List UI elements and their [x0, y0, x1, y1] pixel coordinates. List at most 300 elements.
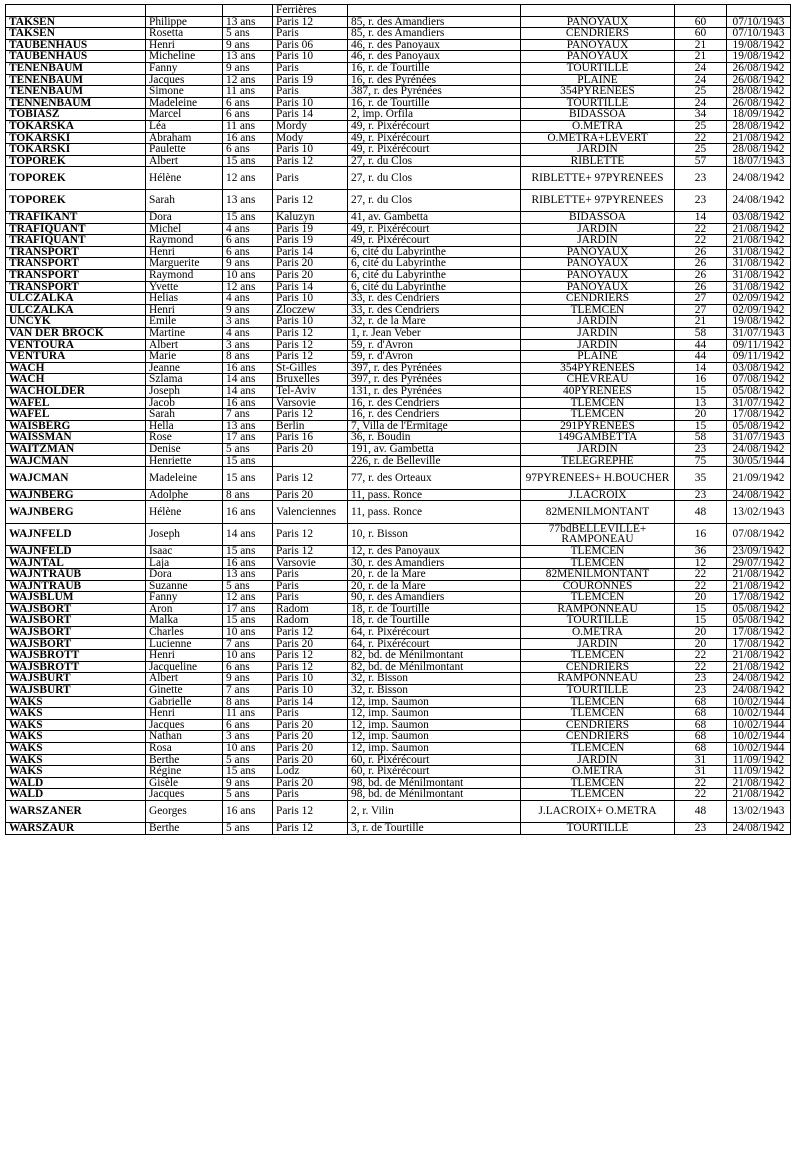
first-name-cell: Fanny — [146, 592, 223, 604]
first-name-cell: Georges — [146, 800, 223, 822]
age-cell: 6 ans — [223, 109, 273, 121]
age-cell: 11 ans — [223, 86, 273, 98]
school-cell: RAMPONNEAU — [521, 603, 675, 615]
school-cell: COURONNES — [521, 580, 675, 592]
address-cell: 27, r. du Clos — [348, 189, 521, 211]
deportation-date-cell: 18/07/1943 — [727, 155, 791, 167]
school-cell: PANOYAUX — [521, 51, 675, 63]
convoy-number-cell: 22 — [675, 569, 727, 581]
age-cell: 6 ans — [223, 97, 273, 109]
first-name-cell: Hella — [146, 420, 223, 432]
deportation-date-cell: 13/02/1943 — [727, 501, 791, 523]
first-name-cell: Laja — [146, 557, 223, 569]
first-name-cell: Gisèle — [146, 777, 223, 789]
table-row — [6, 696, 791, 708]
birthplace-cell: Varsovie — [273, 397, 348, 409]
table-row — [6, 28, 791, 40]
address-cell: 36, r. Boudin — [348, 432, 521, 444]
school-cell: 77bdBELLEVILLE+ RAMPONEAU — [521, 523, 675, 545]
table-row — [6, 316, 791, 328]
table-row — [6, 212, 791, 224]
surname-cell: WAJSBORT — [6, 615, 146, 627]
surname-cell: WAISBERG — [6, 420, 146, 432]
address-cell: 16, r. des Cendriers — [348, 397, 521, 409]
school-cell: JARDIN — [521, 328, 675, 340]
convoy-number-cell: 27 — [675, 293, 727, 305]
school-cell: PLAINE — [521, 74, 675, 86]
birthplace-cell: Paris 19 — [273, 235, 348, 247]
age-cell: 10 ans — [223, 650, 273, 662]
surname-cell: ULCZALKA — [6, 304, 146, 316]
school-cell: JARDIN — [521, 316, 675, 328]
deportation-date-cell: 31/08/1942 — [727, 270, 791, 282]
birthplace-cell: Paris 20 — [273, 777, 348, 789]
birthplace-cell: Tel-Aviv — [273, 386, 348, 398]
birthplace-cell: Paris 12 — [273, 16, 348, 28]
deportation-date-cell: 07/10/1943 — [727, 28, 791, 40]
surname-cell: WAISSMAN — [6, 432, 146, 444]
first-name-cell: Dora — [146, 569, 223, 581]
address-cell: 85, r. des Amandiers — [348, 28, 521, 40]
address-cell: 98, bd. de Ménilmontant — [348, 789, 521, 801]
school-cell: CHEVREAU — [521, 374, 675, 386]
surname-cell — [6, 5, 146, 17]
table-row — [6, 501, 791, 523]
surname-cell: TOPOREK — [6, 167, 146, 189]
table-row — [6, 62, 791, 74]
birthplace-cell: Paris — [273, 86, 348, 98]
address-cell: 12, imp. Saumon — [348, 708, 521, 720]
convoy-number-cell: 48 — [675, 800, 727, 822]
school-cell: TLEMCEN — [521, 304, 675, 316]
surname-cell: WAJNBERG — [6, 489, 146, 501]
school-cell: J.LACROIX+ O.METRA — [521, 800, 675, 822]
table-row — [6, 580, 791, 592]
school-cell: TLEMCEN — [521, 777, 675, 789]
table-row — [6, 731, 791, 743]
age-cell: 16 ans — [223, 132, 273, 144]
table-row — [6, 223, 791, 235]
convoy-number-cell: 68 — [675, 708, 727, 720]
deportation-date-cell: 26/08/1942 — [727, 62, 791, 74]
table-row — [6, 754, 791, 766]
table-row — [6, 638, 791, 650]
birthplace-cell: Paris — [273, 62, 348, 74]
convoy-number-cell: 27 — [675, 304, 727, 316]
first-name-cell: Rosetta — [146, 28, 223, 40]
age-cell — [223, 5, 273, 17]
deportation-date-cell: 02/09/1942 — [727, 304, 791, 316]
deportation-date-cell: 24/08/1942 — [727, 489, 791, 501]
birthplace-cell: Paris — [273, 167, 348, 189]
birthplace-cell: Paris 10 — [273, 97, 348, 109]
convoy-number-cell: 20 — [675, 409, 727, 421]
school-cell: TOURTILLE — [521, 685, 675, 697]
surname-cell: TRAFIKANT — [6, 212, 146, 224]
deportation-date-cell: 05/08/1942 — [727, 615, 791, 627]
address-cell: 2, imp. Orfila — [348, 109, 521, 121]
school-cell: 291PYRENEES — [521, 420, 675, 432]
first-name-cell: Rosa — [146, 743, 223, 755]
deportation-date-cell: 31/08/1942 — [727, 281, 791, 293]
deportation-date-cell: 09/11/1942 — [727, 339, 791, 351]
address-cell: 27, r. du Clos — [348, 155, 521, 167]
age-cell: 15 ans — [223, 455, 273, 467]
address-cell: 6, cité du Labyrinthe — [348, 270, 521, 282]
table-row — [6, 557, 791, 569]
convoy-number-cell: 58 — [675, 432, 727, 444]
convoy-number-cell: 60 — [675, 28, 727, 40]
address-cell: 226, r. de Belleville — [348, 455, 521, 467]
convoy-number-cell: 31 — [675, 766, 727, 778]
school-cell: TLEMCEN — [521, 708, 675, 720]
convoy-number-cell: 68 — [675, 743, 727, 755]
school-cell: TOURTILLE — [521, 615, 675, 627]
birthplace-cell: Paris 10 — [273, 293, 348, 305]
surname-cell: VENTOURA — [6, 339, 146, 351]
age-cell: 12 ans — [223, 167, 273, 189]
first-name-cell: Martine — [146, 328, 223, 340]
school-cell: BIDASSOA — [521, 212, 675, 224]
age-cell: 5 ans — [223, 823, 273, 835]
table-row — [6, 74, 791, 86]
deportation-date-cell: 21/08/1942 — [727, 132, 791, 144]
age-cell: 6 ans — [223, 246, 273, 258]
address-cell: 10, r. Bisson — [348, 523, 521, 545]
address-cell: 20, r. de la Mare — [348, 569, 521, 581]
deportation-date-cell: 03/08/1942 — [727, 212, 791, 224]
deportation-date-cell: 10/02/1944 — [727, 731, 791, 743]
convoy-number-cell: 24 — [675, 74, 727, 86]
convoy-number-cell: 23 — [675, 673, 727, 685]
deportation-date-cell: 19/08/1942 — [727, 316, 791, 328]
birthplace-cell: Paris — [273, 580, 348, 592]
birthplace-cell: Paris 20 — [273, 489, 348, 501]
surname-cell: TRAFIQUANT — [6, 223, 146, 235]
convoy-number-cell: 25 — [675, 144, 727, 156]
surname-cell: WAKS — [6, 731, 146, 743]
address-cell: 16, r. de Tourtille — [348, 97, 521, 109]
surname-cell: WARSZAUR — [6, 823, 146, 835]
deportation-date-cell: 21/08/1942 — [727, 580, 791, 592]
surname-cell: WAJNFELD — [6, 545, 146, 557]
birthplace-cell: Paris 06 — [273, 39, 348, 51]
school-cell: O.METRA — [521, 120, 675, 132]
birthplace-cell: Mordy — [273, 120, 348, 132]
age-cell: 8 ans — [223, 489, 273, 501]
school-cell: CENDRIERS — [521, 293, 675, 305]
deportation-date-cell: 24/08/1942 — [727, 685, 791, 697]
address-cell: 77, r. des Orteaux — [348, 467, 521, 489]
first-name-cell: Henri — [146, 304, 223, 316]
first-name-cell: Jacques — [146, 789, 223, 801]
table-row — [6, 627, 791, 639]
deportation-date-cell: 31/07/1942 — [727, 397, 791, 409]
school-cell: JARDIN — [521, 443, 675, 455]
convoy-number-cell: 12 — [675, 557, 727, 569]
first-name-cell: Suzanne — [146, 580, 223, 592]
surname-cell: WACH — [6, 362, 146, 374]
birthplace-cell: Paris 10 — [273, 51, 348, 63]
surname-cell: WAJNTRAUB — [6, 580, 146, 592]
age-cell: 16 ans — [223, 557, 273, 569]
first-name-cell: Abraham — [146, 132, 223, 144]
address-cell: 49, r. Pixérécourt — [348, 120, 521, 132]
table-body — [6, 5, 791, 835]
birthplace-cell: Paris 20 — [273, 258, 348, 270]
surname-cell: WAKS — [6, 719, 146, 731]
convoy-number-cell: 13 — [675, 397, 727, 409]
birthplace-cell: Paris 12 — [273, 409, 348, 421]
school-cell: JARDIN — [521, 754, 675, 766]
table-row — [6, 673, 791, 685]
address-cell: 82, bd. de Ménilmontant — [348, 661, 521, 673]
first-name-cell: Adolphe — [146, 489, 223, 501]
address-cell: 16, r. de Tourtille — [348, 62, 521, 74]
convoy-number-cell: 21 — [675, 51, 727, 63]
first-name-cell: Paulette — [146, 144, 223, 156]
first-name-cell: Jacob — [146, 397, 223, 409]
first-name-cell: Fanny — [146, 62, 223, 74]
deportation-date-cell: 29/07/1942 — [727, 557, 791, 569]
first-name-cell: Joseph — [146, 523, 223, 545]
age-cell: 14 ans — [223, 374, 273, 386]
address-cell: 60, r. Pixérécourt — [348, 754, 521, 766]
age-cell: 4 ans — [223, 223, 273, 235]
birthplace-cell: Paris — [273, 789, 348, 801]
address-cell: 46, r. des Panoyaux — [348, 39, 521, 51]
surname-cell: TOPOREK — [6, 189, 146, 211]
address-cell: 85, r. des Amandiers — [348, 16, 521, 28]
first-name-cell: Emile — [146, 316, 223, 328]
address-cell: 49, r. Pixérécourt — [348, 223, 521, 235]
surname-cell: ULCZALKA — [6, 293, 146, 305]
school-cell: RIBLETTE+ 97PYRENEES — [521, 167, 675, 189]
table-row — [6, 708, 791, 720]
surname-cell: WAJSBROTT — [6, 650, 146, 662]
first-name-cell: Charles — [146, 627, 223, 639]
address-cell: 12, imp. Saumon — [348, 731, 521, 743]
first-name-cell — [146, 5, 223, 17]
first-name-cell: Isaac — [146, 545, 223, 557]
surname-cell: TRANSPORT — [6, 281, 146, 293]
table-row — [6, 189, 791, 211]
surname-cell: TRANSPORT — [6, 270, 146, 282]
surname-cell: WAJSBORT — [6, 627, 146, 639]
table-row — [6, 523, 791, 545]
school-cell: TLEMCEN — [521, 789, 675, 801]
age-cell: 6 ans — [223, 144, 273, 156]
first-name-cell: Jeanne — [146, 362, 223, 374]
birthplace-cell: Kaluzyn — [273, 212, 348, 224]
first-name-cell: Micheline — [146, 51, 223, 63]
address-cell: 59, r. d'Avron — [348, 339, 521, 351]
table-row — [6, 777, 791, 789]
convoy-number-cell: 24 — [675, 97, 727, 109]
school-cell: TLEMCEN — [521, 397, 675, 409]
age-cell: 6 ans — [223, 661, 273, 673]
first-name-cell: Albert — [146, 155, 223, 167]
deportation-date-cell: 03/08/1942 — [727, 362, 791, 374]
surname-cell: WAJNTRAUB — [6, 569, 146, 581]
surname-cell: TAUBENHAUS — [6, 39, 146, 51]
address-cell: 90, r. des Amandiers — [348, 592, 521, 604]
birthplace-cell: Paris 12 — [273, 545, 348, 557]
birthplace-cell: Paris 14 — [273, 246, 348, 258]
age-cell: 6 ans — [223, 235, 273, 247]
birthplace-cell: Radom — [273, 615, 348, 627]
deportation-date-cell: 21/08/1942 — [727, 789, 791, 801]
first-name-cell: Sarah — [146, 189, 223, 211]
convoy-number-cell: 16 — [675, 374, 727, 386]
first-name-cell: Raymond — [146, 270, 223, 282]
address-cell: 33, r. des Cendriers — [348, 293, 521, 305]
age-cell: 4 ans — [223, 293, 273, 305]
birthplace-cell: Paris 20 — [273, 270, 348, 282]
age-cell: 9 ans — [223, 777, 273, 789]
convoy-number-cell: 21 — [675, 39, 727, 51]
table-row — [6, 685, 791, 697]
convoy-number-cell: 14 — [675, 212, 727, 224]
first-name-cell: Nathan — [146, 731, 223, 743]
table-row — [6, 328, 791, 340]
table-row — [6, 569, 791, 581]
deportation-date-cell: 31/07/1943 — [727, 432, 791, 444]
table-row — [6, 650, 791, 662]
first-name-cell: Hélène — [146, 501, 223, 523]
birthplace-cell: Paris 14 — [273, 696, 348, 708]
birthplace-cell: Paris 10 — [273, 673, 348, 685]
address-cell: 397, r. des Pyrénées — [348, 374, 521, 386]
age-cell: 9 ans — [223, 673, 273, 685]
surname-cell: TENENBAUM — [6, 62, 146, 74]
surname-cell: TAKSEN — [6, 16, 146, 28]
convoy-number-cell: 16 — [675, 523, 727, 545]
deportation-date-cell: 05/08/1942 — [727, 386, 791, 398]
surname-cell: WAJNFELD — [6, 523, 146, 545]
age-cell: 5 ans — [223, 580, 273, 592]
deportation-date-cell: 17/08/1942 — [727, 627, 791, 639]
convoy-number-cell — [675, 5, 727, 17]
address-cell: 32, r. Bisson — [348, 673, 521, 685]
convoy-number-cell: 57 — [675, 155, 727, 167]
deportation-date-cell: 21/09/1942 — [727, 467, 791, 489]
school-cell: TLEMCEN — [521, 557, 675, 569]
birthplace-cell: Paris 20 — [273, 443, 348, 455]
convoy-number-cell: 23 — [675, 823, 727, 835]
address-cell: 49, r. Pixérécourt — [348, 132, 521, 144]
convoy-number-cell: 23 — [675, 167, 727, 189]
deportation-date-cell: 21/08/1942 — [727, 223, 791, 235]
table-row — [6, 823, 791, 835]
convoy-number-cell: 15 — [675, 420, 727, 432]
address-cell: 60, r. Pixérécourt — [348, 766, 521, 778]
first-name-cell: Michel — [146, 223, 223, 235]
first-name-cell: Henri — [146, 39, 223, 51]
age-cell: 15 ans — [223, 766, 273, 778]
birthplace-cell: Paris 20 — [273, 743, 348, 755]
address-cell: 6, cité du Labyrinthe — [348, 246, 521, 258]
birthplace-cell: Ferrières — [273, 5, 348, 17]
age-cell: 13 ans — [223, 420, 273, 432]
table-row — [6, 603, 791, 615]
surname-cell: WACH — [6, 374, 146, 386]
surname-cell: WAJNBERG — [6, 501, 146, 523]
table-row — [6, 661, 791, 673]
school-cell: 82MENILMONTANT — [521, 501, 675, 523]
surname-cell: WAJSBURT — [6, 685, 146, 697]
first-name-cell: Albert — [146, 673, 223, 685]
surname-cell: WAJSBLUM — [6, 592, 146, 604]
first-name-cell: Yvette — [146, 281, 223, 293]
address-cell: 11, pass. Ronce — [348, 501, 521, 523]
age-cell: 11 ans — [223, 708, 273, 720]
convoy-number-cell: 26 — [675, 258, 727, 270]
birthplace-cell: Paris 12 — [273, 823, 348, 835]
birthplace-cell: Paris 12 — [273, 800, 348, 822]
table-row — [6, 397, 791, 409]
address-cell: 49, r. Pixérécourt — [348, 144, 521, 156]
birthplace-cell: Paris 10 — [273, 316, 348, 328]
first-name-cell: Sarah — [146, 409, 223, 421]
first-name-cell: Joseph — [146, 386, 223, 398]
surname-cell: TAUBENHAUS — [6, 51, 146, 63]
school-cell: PANOYAUX — [521, 258, 675, 270]
table-row — [6, 155, 791, 167]
deportation-date-cell: 10/02/1944 — [727, 743, 791, 755]
table-row — [6, 5, 791, 17]
convoy-number-cell: 22 — [675, 650, 727, 662]
birthplace-cell: Paris — [273, 708, 348, 720]
birthplace-cell: Paris 10 — [273, 144, 348, 156]
convoy-number-cell: 26 — [675, 270, 727, 282]
birthplace-cell: Paris 12 — [273, 189, 348, 211]
convoy-number-cell: 26 — [675, 246, 727, 258]
address-cell: 1, r. Jean Veber — [348, 328, 521, 340]
table-row — [6, 467, 791, 489]
surname-cell: TOKARSKI — [6, 144, 146, 156]
birthplace-cell: Paris 12 — [273, 650, 348, 662]
birthplace-cell: Paris 14 — [273, 109, 348, 121]
address-cell: 18, r. de Tourtille — [348, 603, 521, 615]
school-cell: O.METRA+LEVERT — [521, 132, 675, 144]
table-row — [6, 246, 791, 258]
birthplace-cell: Paris — [273, 569, 348, 581]
table-row — [6, 270, 791, 282]
table-row — [6, 144, 791, 156]
surname-cell: WACHOLDER — [6, 386, 146, 398]
table-row — [6, 86, 791, 98]
address-cell: 49, r. Pixérécourt — [348, 235, 521, 247]
birthplace-cell: Paris 20 — [273, 719, 348, 731]
school-cell: PLAINE — [521, 351, 675, 363]
address-cell: 30, r. des Amandiers — [348, 557, 521, 569]
address-cell: 32, r. de la Mare — [348, 316, 521, 328]
first-name-cell: Marie — [146, 351, 223, 363]
surname-cell: WAKS — [6, 766, 146, 778]
deportation-date-cell: 28/08/1942 — [727, 144, 791, 156]
address-cell: 16, r. des Cendriers — [348, 409, 521, 421]
table-row — [6, 743, 791, 755]
school-cell: PANOYAUX — [521, 281, 675, 293]
surname-cell: TENNENBAUM — [6, 97, 146, 109]
first-name-cell: Lucienne — [146, 638, 223, 650]
surname-cell: WAJCMAN — [6, 455, 146, 467]
surname-cell: WAJSBROTT — [6, 661, 146, 673]
first-name-cell: Jacques — [146, 74, 223, 86]
convoy-number-cell: 22 — [675, 580, 727, 592]
age-cell: 15 ans — [223, 467, 273, 489]
